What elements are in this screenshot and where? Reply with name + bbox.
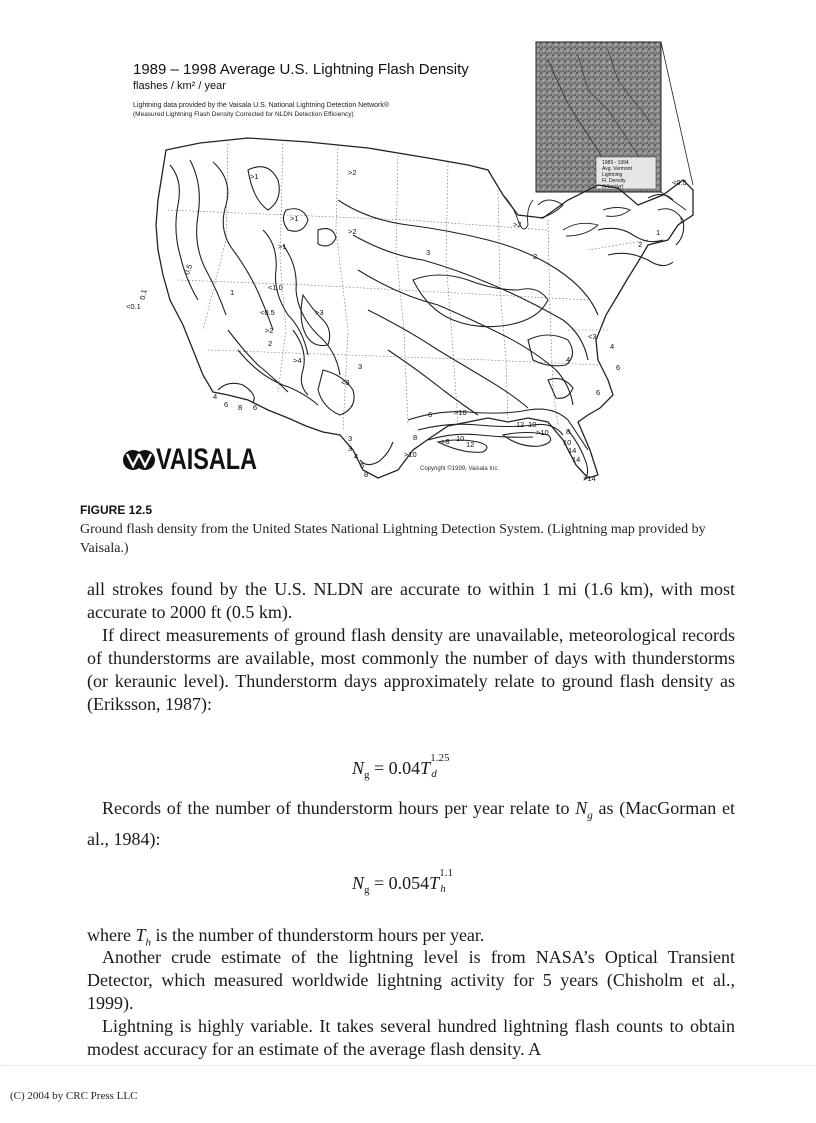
paragraph-5: Another crude estimate of the lightning level is from NASA’s Optical Transient Detector, which measured worldwide lightning activity for 5 years (Chisholm et al., 1999). [87, 947, 735, 1013]
paragraph-1: all strokes found by the U.S. NLDN are accurate to within 1 mi (1.6 km), with most accurate to 2000 ft (0.5 km). [87, 579, 735, 622]
contour-label: <0.1 [126, 302, 141, 311]
footer-copyright: (C) 2004 by CRC Press LLC [10, 1090, 138, 1102]
inset-label-state: Avg. Vermont [602, 166, 632, 172]
contour-label: 0.5 [182, 263, 195, 276]
contour-label: 10 [528, 420, 537, 429]
contour-label: <3 [588, 332, 597, 341]
map-units: flashes / km² / year [133, 80, 226, 92]
inset-label-density: Fl. Density [602, 178, 626, 184]
contour-label: >2 [513, 220, 522, 229]
map-copyright: Copyright ©1999, Vaisala Inc. [420, 466, 500, 472]
contour-label: >10 [454, 408, 467, 417]
eq1-var: T [420, 758, 431, 778]
contour-label: >2 [348, 227, 357, 236]
contour-label: 4 [610, 342, 615, 351]
paragraph-6: Lightning is highly variable. It takes several hundred lightning flash counts to obtain modest accuracy for an estimate of the average flash density. A [87, 1016, 735, 1059]
vaisala-logo-text: VAISALA [156, 443, 257, 476]
contour-label: 8 [566, 427, 571, 436]
contour-label: 2 [533, 252, 538, 261]
figure-label: FIGURE 12.5 [80, 503, 153, 517]
contour-label: 8 [413, 433, 418, 442]
eq2-coefficient: = 0.054 [374, 873, 430, 893]
contour-label: 0.1 [137, 288, 149, 301]
inset-label-lightning: Lightning [602, 172, 623, 178]
contour-label: 12 [466, 440, 475, 449]
contour-label: >2 [348, 168, 357, 177]
contour-label: 1 [679, 216, 684, 225]
contour-label: >10 [404, 450, 417, 459]
map-title: 1989 – 1998 Average U.S. Lightning Flash Density [133, 61, 469, 78]
p4-text-before: where [87, 925, 136, 945]
contour-label: >10 [536, 428, 549, 437]
paragraph-3 [87, 797, 735, 851]
map-data-note: (Measured Lightning Flash Density Corrected for NLDN Detection Efficiency) [133, 111, 354, 118]
p4-var: T [135, 925, 146, 945]
contour-label: >4 [293, 356, 302, 365]
lightning-density-map [108, 30, 708, 490]
contour-label: 6 [360, 461, 365, 470]
eq1-exponent: 1.25 [430, 752, 450, 764]
p4-var-sub: h [145, 936, 151, 949]
contour-label: 3 [348, 434, 353, 443]
p3-text-before: Records of the number of thunderstorm hours per year relate to [102, 798, 576, 818]
contour-label: >1 [290, 214, 299, 223]
p4-text-after: is the number of thunderstorm hours per year. [151, 925, 485, 945]
contour-label: 6 [596, 388, 601, 397]
p3-text-after: as (MacGorman et al., 1984): [87, 798, 735, 849]
us-map-graphic [108, 30, 708, 490]
equation-2 [352, 867, 459, 896]
eq2-lhs-sub: g [364, 884, 370, 896]
inset-label-years: 1989 - 1994 [602, 160, 629, 166]
contour-lines [170, 160, 684, 480]
contour-label: 8 [364, 470, 369, 479]
p3-var-sub: g [587, 809, 593, 822]
contour-label: 10 [456, 434, 465, 443]
contour-label: 4 [213, 392, 218, 401]
contour-label: 6 [253, 403, 258, 412]
contour-label: 1 [230, 288, 235, 297]
contour-label: >3 [315, 308, 324, 317]
contour-label: 1 [656, 228, 661, 237]
vaisala-logo [122, 443, 285, 477]
contour-label: 14 [572, 455, 581, 464]
contour-label: 6 [224, 400, 229, 409]
paragraph-2: If direct measurements of ground flash density are unavailable, meteorological records of thunderstorms are available, most commonly the number of days with thunderstorms (or keraunic level). Thunderstorm days approximately relate to ground flash density as (Eriksson, 1987): [87, 625, 735, 714]
contour-label: >2 [265, 326, 274, 335]
contour-label: >14 [583, 474, 596, 483]
contour-label: >1 [250, 172, 259, 181]
contour-label: 4 [566, 355, 571, 364]
contour-label: 3 [348, 444, 353, 453]
eq1-coefficient: = 0.04 [374, 758, 421, 778]
figure-caption: Ground flash density from the United States National Lightning Detection System. (Lightning map provided by Vaisala.) [80, 522, 706, 556]
contour-label: 14 [568, 446, 577, 455]
contour-label: >8 [441, 437, 450, 446]
contour-label: <1.0 [268, 283, 283, 292]
eq1-lhs-sub: g [364, 769, 370, 781]
contour-label: 8 [238, 403, 243, 412]
contour-label: 3 [426, 248, 431, 257]
contour-label: 4 [354, 452, 359, 461]
inset-label-units: (#/km²/yr) [602, 184, 624, 190]
vaisala-emblem-icon [122, 446, 156, 474]
eq1-var-sub: d [431, 768, 437, 780]
footer-divider [0, 1065, 816, 1067]
contour-label: 10 [563, 438, 572, 447]
contour-label: 6 [616, 363, 621, 372]
eq2-exponent: 1.1 [439, 867, 453, 879]
contour-label: <0.5 [672, 178, 687, 187]
contour-label: 6 [428, 410, 433, 419]
eq2-var: T [429, 873, 440, 893]
map-data-credit: Lightning data provided by the Vaisala U.S. National Lightning Detection Network® [133, 102, 390, 109]
contour-label: 12 [516, 420, 525, 429]
contour-label: >1 [278, 242, 287, 251]
contour-label: 3 [358, 362, 363, 371]
equation-1 [352, 752, 454, 781]
eq2-var-sub: h [440, 883, 446, 895]
contour-label: 2 [638, 240, 643, 249]
contour-label: 2 [268, 339, 273, 348]
eq1-lhs: N [352, 758, 365, 778]
contour-label: <0.5 [260, 308, 275, 317]
p3-var: N [575, 798, 588, 818]
contour-label: <3 [341, 378, 350, 387]
eq2-lhs: N [352, 873, 365, 893]
